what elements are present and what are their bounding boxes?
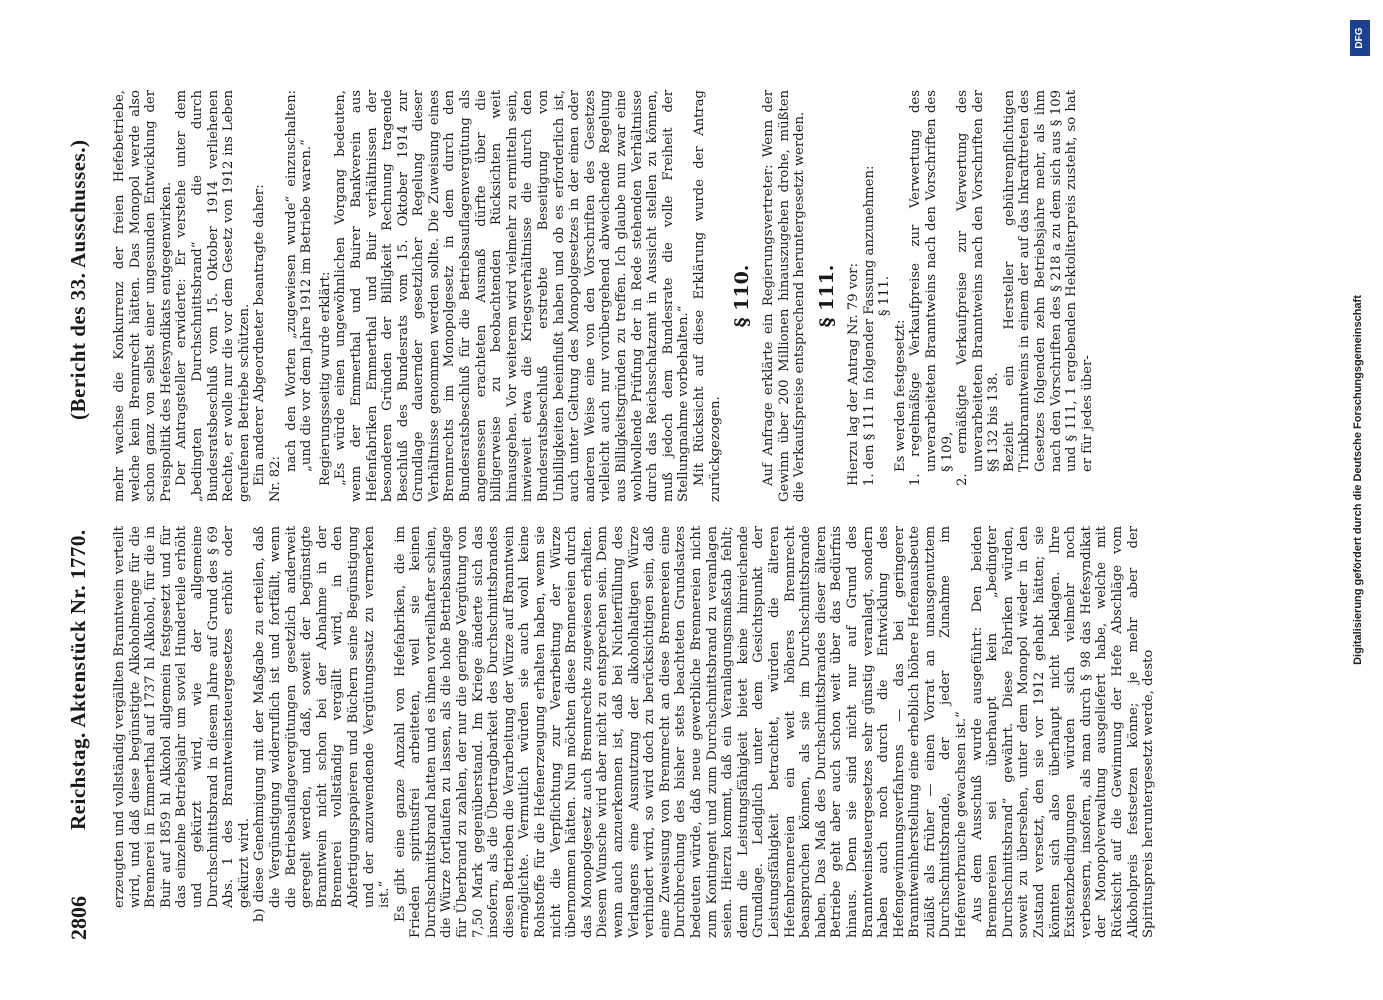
header-left-title: Reichstag. Aktenstück Nr. 1770. <box>66 529 90 830</box>
right-column-paragraph: Es werden festgesetzt: <box>892 319 908 472</box>
page-header <box>58 80 98 940</box>
right-column-paragraph: nach den Worten „zugewiesen wurde“ einzuschalten: „und die vor dem Jahre 1912 im Betriebe waren.“ <box>283 90 315 472</box>
right-column-paragraph: Nr. 82: <box>267 455 283 502</box>
right-column-paragraph: § 111. <box>815 264 838 328</box>
right-column-paragraph: Der Antragsteller erwiderte: Er verstehe unter dem „bedingten Durchschnittsbrand“ die durch Bundesratsbeschluß vom 15. Oktober 1914 verliehenen Rechte, er wolle nur die vor dem Gesetz von 1912 ins Leben gerufenen Betriebe schützen. <box>174 90 252 502</box>
page-number: 2806 <box>66 896 91 940</box>
right-column-paragraph: 1. regelmäßige Verkaufpreise zur Verwertung des unverarbeiteten Branntweins nach den Vorschriften des § 109, <box>908 90 955 486</box>
dfg-logo: DFG <box>1350 20 1370 56</box>
right-column-paragraph: „Es würde einen ungewöhnlichen Vorgang bedeuten, wenn der Emmerthal und Buirer Bankverein aus Hefenfabriken Emmerthal und Buir verhältnissen der besonderen Gründen der Billigkeit Rechnung tragende Beschluß des Bundesrats vom 15. Oktober 1914 zur Grundlage dauernder gesetzlicher Regelung dieser Verhältnisse genommen werden sollte. Die Zuweisung eines Brennrechts im Monopolgesetz in dem durch den Bundesratsbeschluß für die Betriebsauflagenvergütung als angemessen erachteten Ausmaß dürfte über die billigerweise zu beobachtenden Rücksichten weit hinausgehen. Vor weiterem wird vielmehr zu ermitteln sein, inwieweit etwa die Kriegsverhältnisse die durch den Bundesratsbeschluß erstrebte Beseitigung von Unbilligkeiten beeinflußt haben und ob es erforderlich ist, auch unter Geltung des Monopolgesetzes in der einen oder anderen Weise eine von den Vorschriften des Gesetzes vielleicht auch nur vorübergehend abweichende Regelung aus Billigkeitsgründen zu treffen. Ich glaube nun zwar eine wohlwollende Prüfung der in Rede stehenden Verhältnisse durch das Reichsschatzamt in Aussicht stellen zu können, muß jedoch dem Bundesrate die volle Freiheit der Stellungnahme vorbehalten.“ <box>333 90 692 502</box>
right-column-paragraph: mehr wachse die Konkurrenz der freien Hefebetriebe, welche kein Brennrecht hätten. Das Monopol werde also schon ganz von selbst einer ungesunden Entwicklung der Preispolitik des Hefesyndikats entgegenwirken. <box>112 90 174 502</box>
right-column-paragraph: Mit Rücksicht auf diese Erklärung wurde der Antrag zurückgezogen. <box>691 90 723 502</box>
digitization-credit: Digitalisierung gefördert durch die Deutsche Forschungsgemeinschaft <box>1352 295 1364 665</box>
right-text-column <box>112 90 1095 502</box>
right-column-paragraph: Auf Anfrage erklärte ein Regierungsvertreter: Wenn der Gewinn über 200 Millionen hinauszugehen drohe, müßten die Verkaufspreise entsprechend heruntergesetzt werden. <box>761 90 808 502</box>
header-right-title: (Bericht des 33. Ausschusses.) <box>66 139 90 420</box>
right-column-paragraph: 1. den § 111 in folgender Fassung anzunehmen: <box>861 165 877 486</box>
right-column-paragraph: Ein anderer Abgeordneter beantragte daher: <box>252 184 268 486</box>
left-column-paragraph: Es gibt eine ganze Anzahl von Hefefabriken, die im Frieden spiritusfrei arbeiteten, weil sie keinen Durchschnittsbrand hatten und es ihnen vorteilhafter schien, die Würze fortlaufen zu lassen, als die hohe Betriebsauflage für Überbrand zu zahlen, der nur die geringe Vergütung von 7,50 Mark gegenüberstand. Im Kriege änderte sich das insofern, als die Übertragbarkeit des Durchschnittsbrandes diesen Betrieben die Verarbeitung der Würze auf Branntwein ermöglichte. Vermutlich würden sie auch wohl keine Rohstoffe für die Hefenerzeugung erhalten haben, wenn sie nicht die Verpflichtung zur Verarbeitung der Würze übernommen hätten. Nun möchten diese Brennereien durch das Monopolgesetz auch Brennrechte zugewiesen erhalten. Diesem Wunsche wird aber nicht zu entsprechen sein. Denn wenn auch anzuerkennen ist, daß bei Nichterfüllung des Verlangens eine Ausnutzung der alkoholhaltigen Würze verhindert wird, so wird doch zu berücksichtigen sein, daß eine Zuweisung von Brennrecht an diese Brennereien eine Durchbrechung des bisher stets beachteten Grundsatzes bedeuten würde, daß neue gewerbliche Brennereien nicht zum Kontingent und zum Durchschnittsbrand zu veranlagen seien. Hierzu kommt, daß ein Veranlagungsmaßstab fehlt; denn die Leistungsfähigkeit bietet keine hinreichende Grundlage. Lediglich unter dem Gesichtspunkt der Leistungsfähigkeit betrachtet, würden die älteren Hefenbrennereien ein weit höheres Brennrecht beanspruchen können, als sie im Durchschnittsbrande haben. Das Maß des Durchschnittsbrandes dieser älteren Betriebe geht aber auch schon weit über das Bedürfnis hinaus. Denn sie sind nicht nur auf Grund des Branntweinsteuergesetzes sehr günstig veranlagt, sondern haben auch noch durch die Entwicklung des Hefengewinnungsverfahrens — das bei geringerer Branntweinherstellung eine erheblich höhere Hefenausbeute zuläßt als früher — einen Vorrat an unausgenutztem Durchschnittsbrande, der jeder Zunahme im Hefenverbrauche gewachsen ist.“ <box>392 526 970 938</box>
right-column-paragraph: Bezieht ein Hersteller gebührenpflichtigen Trinkbranntweins in einem der auf das Inkrafttreten des Gesetzes folgenden zehn Betriebsjahre mehr, als ihm nach den Vorschriften des § 218 a zu dem sich aus § 109 und § 111, 1 ergebenden Hektoliterpreis zusteht, so hat er für jedes über- <box>1001 90 1095 472</box>
right-column-paragraph: § 110. <box>731 264 754 328</box>
right-column-paragraph: § 111. <box>877 275 893 317</box>
left-column-paragraph: erzeugten und vollständig vergällten Branntwein verteilt wird, und daß diese begünstigte Alkoholmenge für die Brennerei in Emmerthal auf 1737 hl Alkohol, für die in Buir auf 1859 hl Alkohol allgemein festgesetzt und für das einzelne Betriebsjahr um soviel Hunderteile erhöht und gekürzt wird, wie der allgemeine Durchschnittsbrand in diesem Jahre auf Grund des § 69 Abs. 1 des Branntweinsteuergesetzes erhöht oder gekürzt wird. <box>112 526 252 908</box>
left-column-paragraph: b) diese Genehmigung mit der Maßgabe zu erteilen, daß die Vergünstigung widerruflich ist und fortfällt, wenn die Betriebsauflagevergütungen gesetzlich anderweit geregelt werden, und daß, soweit der begünstigte Branntwein nicht schon bei der Abnahme in der Brennerei vollständig vergällt wird, in den Abfertigungspapieren und Büchern seine Begünstigung und der anzuwendende Vergütungssatz zu vermerken ist.“ <box>252 526 393 922</box>
right-column-paragraph: Regierungsseitig wurde erklärt: <box>317 271 333 486</box>
right-column-paragraph: Hierzu lag der Antrag Nr. 79 vor: <box>845 263 861 486</box>
left-column-paragraph: Aus dem Ausschuß wurde ausgeführt: Den beiden Brennereien sei überhaupt kein „bedingter Durchschnittsbrand“ gewährt. Diese Fabriken würden, soweit zu übersehen, unter dem Monopol wieder in den Zustand versetzt, den sie vor 1912 gehabt hätten; sie könnten sich also überhaupt nicht beklagen. Ihre Existenzbedingungen würden sich vielmehr noch verbessern, insofern, als man durch § 98 das Hefesyndikat der Monopolverwaltung ausgeliefert habe, welche mit Rücksicht auf die Gewinnung der Hefe Abschläge vom Alkoholpreis festsetzen könne; je mehr aber der Spirituspreis heruntergesetzt werde, desto <box>969 526 1157 938</box>
right-column-paragraph: 2. ermäßigte Verkaufpreise zur Verwertung des unverarbeiteten Branntweins nach den Vorschriften der §§ 132 bis 138. <box>955 90 1002 486</box>
left-text-column <box>112 526 1157 938</box>
